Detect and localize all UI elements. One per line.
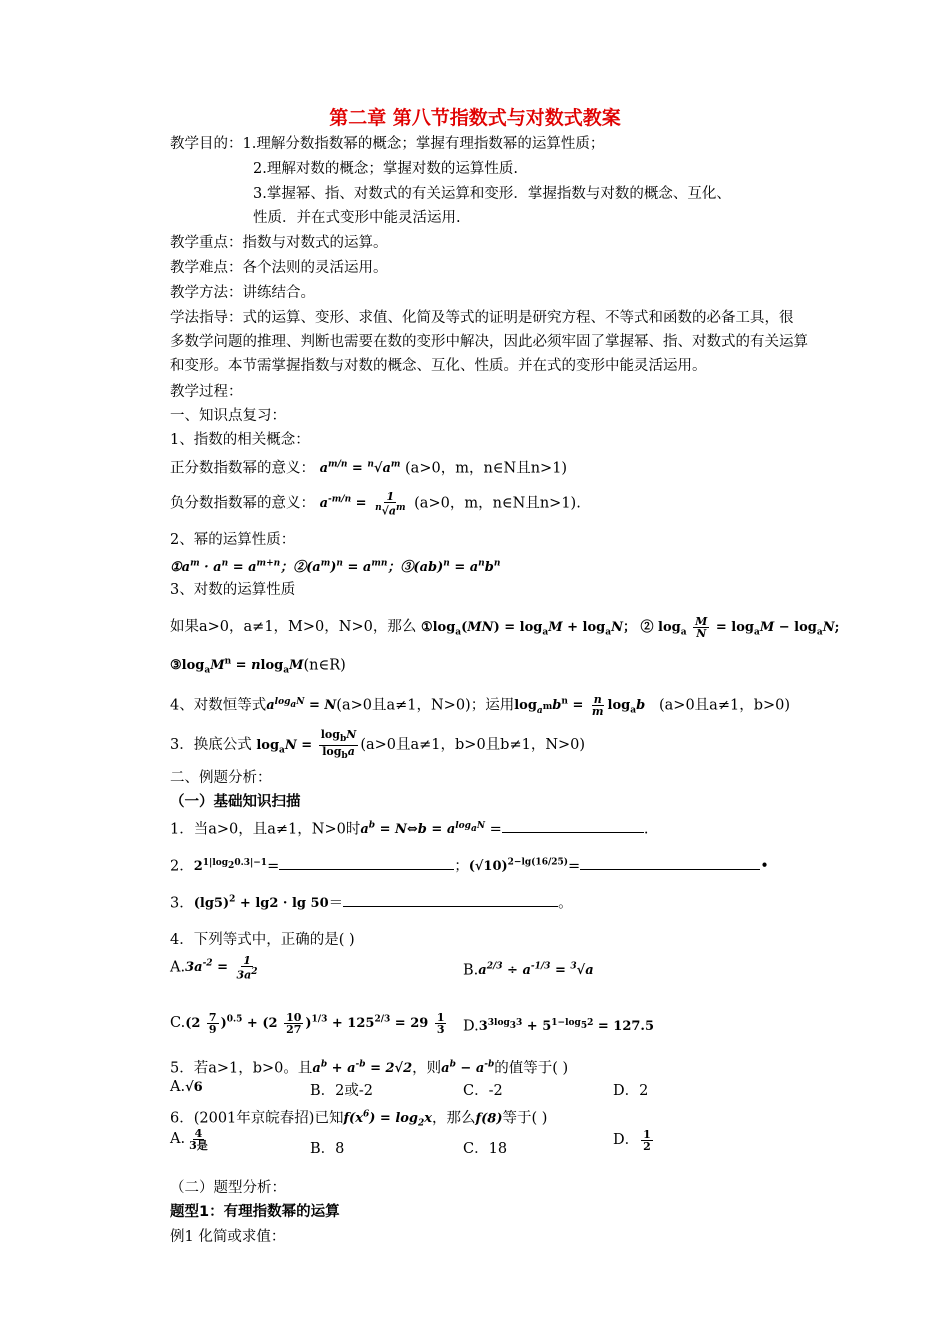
formula: √6 [185, 1080, 203, 1095]
formula: $①\log_a(MN) = \log_aM + \log_aN$； ② $\log_a$ $\frac{M}{N}$ = $\log_aM - \log_aN$; [420, 615, 840, 640]
question-1: 1．当a>0，且a≠1，N>0时$a^b$ = N⇔b = $a^{logaN}$ = . [170, 816, 648, 840]
formula: $(√10)^{2-lg(16/25)}$ [468, 858, 569, 875]
question-text: 的值等于( ) [494, 1060, 569, 1077]
review-section-2: 2、幂的运算性质： [170, 532, 296, 548]
guidance-line: 多数学问题的推理、判断也需要在数的变形中解决，因此必须牢固了掌握幂、指、对数式的有关运算 [170, 334, 808, 350]
formula: $(\lg 5)^2 + \lg 2 \cdot \lg 50$ [193, 895, 329, 912]
option-d[interactable] [613, 1128, 655, 1152]
question-text: 3． [170, 895, 194, 912]
label: 4、对数恒等式 [170, 697, 267, 714]
formula: $\frac{4}{\text{3是}}$ [189, 1127, 208, 1152]
example-1: 例1 化简或求值： [170, 1229, 286, 1245]
guidance-line: 和变形。本节需掌握指数与对数的概念、互化、性质。并在式的变形中能灵活运用。 [170, 358, 707, 374]
option-c[interactable]: C．-2 [463, 1083, 503, 1099]
formula: $f(x^6) = \log_2x$ [343, 1110, 433, 1129]
review-section-3: 3、对数的运算性质 [170, 582, 296, 598]
formula: $①a^m \cdot a^n = a^{m+n}$；$②(a^m)^n = a^{mn}$；③(ab)$^n$ = $a^nb^n$ [170, 559, 501, 576]
question-text: 2． [170, 858, 194, 875]
answer-blank[interactable] [580, 855, 760, 870]
option-b[interactable]: B．8 [310, 1141, 345, 1157]
question-5 [170, 1055, 568, 1079]
method: 教学方法：讲练结合。 [170, 285, 315, 301]
question-2: 2．$2^{1|log20.3|-1}=$ ；$(√10)^{2-lg(16/25)}=$ • [170, 853, 769, 877]
option-d[interactable] [463, 1018, 654, 1034]
log-identity [170, 692, 790, 721]
question-text: ，那么 [432, 1110, 476, 1127]
formula: $3a^{-2}$ = $\frac{1}{3a^2}$ [185, 954, 258, 982]
objective-item: 2.理解对数的概念；掌握对数的运算性质. [253, 161, 518, 177]
negative-fraction-exponent [170, 490, 581, 517]
formula: $\log_aN$ = $\frac{\log_bN}{\log_ba}$ [256, 728, 357, 762]
objective-item: 3.掌握幂、指、对数式的有关运算和变形．掌握指数与对数的概念、互化、 [253, 186, 731, 202]
formula: $a^{-m/n}$ = $\frac{1}{^n√a^m}$ [319, 490, 406, 518]
formula: $a^b - a^{-b}$ [441, 1060, 495, 1077]
option-label: A. [170, 1131, 186, 1147]
review-section-1: 1、指数的相关概念： [170, 432, 310, 448]
label: 正分数指数幂的意义： [170, 460, 315, 477]
formula: (2 $\frac{7}{9}$ )$^{0.5}$ + (2 $\frac{10}{27}$ )$^{1/3} + 125^{2/3} = 29$ $\frac{1}{3}$ [185, 1011, 445, 1036]
examples-heading: 二、例题分析： [170, 770, 272, 786]
positive-fraction-exponent [170, 455, 567, 479]
option-label: D. [463, 1018, 479, 1035]
review-heading: 一、知识点复习： [170, 408, 286, 424]
condition: (a>0，m，n∈N且n>1) [405, 460, 568, 477]
question-text: 1．当a>0，且a≠1，N>0时 [170, 821, 361, 838]
answer-blank[interactable] [279, 855, 454, 870]
option-label: D． [613, 1132, 640, 1148]
key-point: 教学重点：指数与对数式的运算。 [170, 235, 388, 251]
formula: $③\log_aM^n = nlog_aM$ [170, 657, 304, 676]
option-b[interactable]: B．2或-2 [310, 1083, 374, 1099]
question-text: ，则 [412, 1060, 442, 1077]
log-properties [170, 616, 839, 643]
question-3: 3．$(\lg 5)^2 + \lg 2 \cdot \lg 50=$ 。 [170, 890, 573, 914]
option-text: 3是 [189, 1139, 208, 1152]
formula: $\log_{am}b^n$ = $\frac{n}{m}$ $\log_ab$ [514, 693, 646, 719]
change-of-base [170, 729, 585, 762]
objectives-line-1 [170, 134, 604, 154]
condition: (a>0且a≠1，b>0) [659, 697, 791, 714]
question-text: 6．(2001年京皖春招)已知 [170, 1110, 344, 1127]
condition: (a>0且a≠1，N>0)；运用 [336, 697, 515, 714]
option-b[interactable] [463, 962, 594, 978]
option-c[interactable]: C．18 [463, 1141, 508, 1157]
option-c[interactable] [170, 1012, 448, 1035]
formula: $a^b + a^{-b} = 2√2$ [312, 1060, 413, 1077]
formula: $3^{3log33} + 5^{1-log52} = 127.5$ [478, 1018, 654, 1035]
question-4: 4．下列等式中，正确的是( ) [170, 932, 355, 948]
condition: (a>0且a≠1，b>0且b≠1，N>0) [360, 737, 586, 754]
difficulty: 教学难点：各个法则的灵活运用。 [170, 260, 388, 276]
question-6 [170, 1105, 547, 1134]
option-label: A. [170, 959, 186, 976]
question-text: 等于( ) [502, 1110, 548, 1127]
label: 负分数指数幂的意义： [170, 495, 315, 512]
page-title: 第二章 第八节指数式与对数式教案 [329, 107, 621, 129]
label: 3．换底公式 [170, 737, 252, 754]
option-label: C. [170, 1015, 186, 1031]
condition: (n∈R) [303, 657, 346, 674]
option-a[interactable] [170, 1128, 212, 1151]
formula: $a^{logaN} = N$ [266, 697, 337, 714]
log-power-property [170, 652, 346, 681]
option-d[interactable]: D．2 [613, 1083, 649, 1099]
condition: (a>0，m，n∈N且n>1). [414, 495, 581, 512]
question-text: 5．若a>1，b>0。且 [170, 1060, 313, 1077]
formula: $\frac{1}{2}$ [643, 1128, 651, 1153]
objectives-label: 教学目的： [170, 136, 243, 152]
type-analysis-heading: （二）题型分析： [170, 1180, 286, 1196]
formula: f(8) [475, 1111, 503, 1127]
answer-blank[interactable] [502, 818, 644, 833]
answer-blank[interactable] [343, 892, 558, 907]
formula: $2^{1|log20.3|-1}$ [193, 858, 268, 875]
formula: $a^{2/3} \div a^{-1/3} = ^3√a$ [478, 962, 594, 979]
formula: $a^b$ = N⇔b = $a^{logaN}$ [360, 821, 486, 838]
option-a[interactable] [170, 955, 262, 981]
formula: $a^{m/n} = ^n√a^m$ [319, 460, 401, 477]
option-a[interactable] [170, 1079, 203, 1095]
power-properties [170, 554, 500, 578]
process-label: 教学过程： [170, 384, 243, 400]
label: 如果a>0，a≠1，M>0，N>0，那么 [170, 619, 417, 635]
guidance-line: 学法指导：式的运算、变形、求值、化简及等式的证明是研究方程、不等式和函数的必备工具，很 [170, 310, 794, 326]
type-1-heading: 题型1：有理指数幂的运算 [170, 1204, 340, 1220]
objective-item: 1.理解分数指数幂的概念；掌握有理指数幂的运算性质； [242, 136, 605, 152]
option-label: A. [170, 1079, 186, 1095]
option-label: B. [463, 962, 479, 979]
objective-item: 性质．并在式变形中能灵活运用. [253, 210, 461, 226]
basic-scan-heading: （一）基础知识扫描 [170, 794, 301, 810]
